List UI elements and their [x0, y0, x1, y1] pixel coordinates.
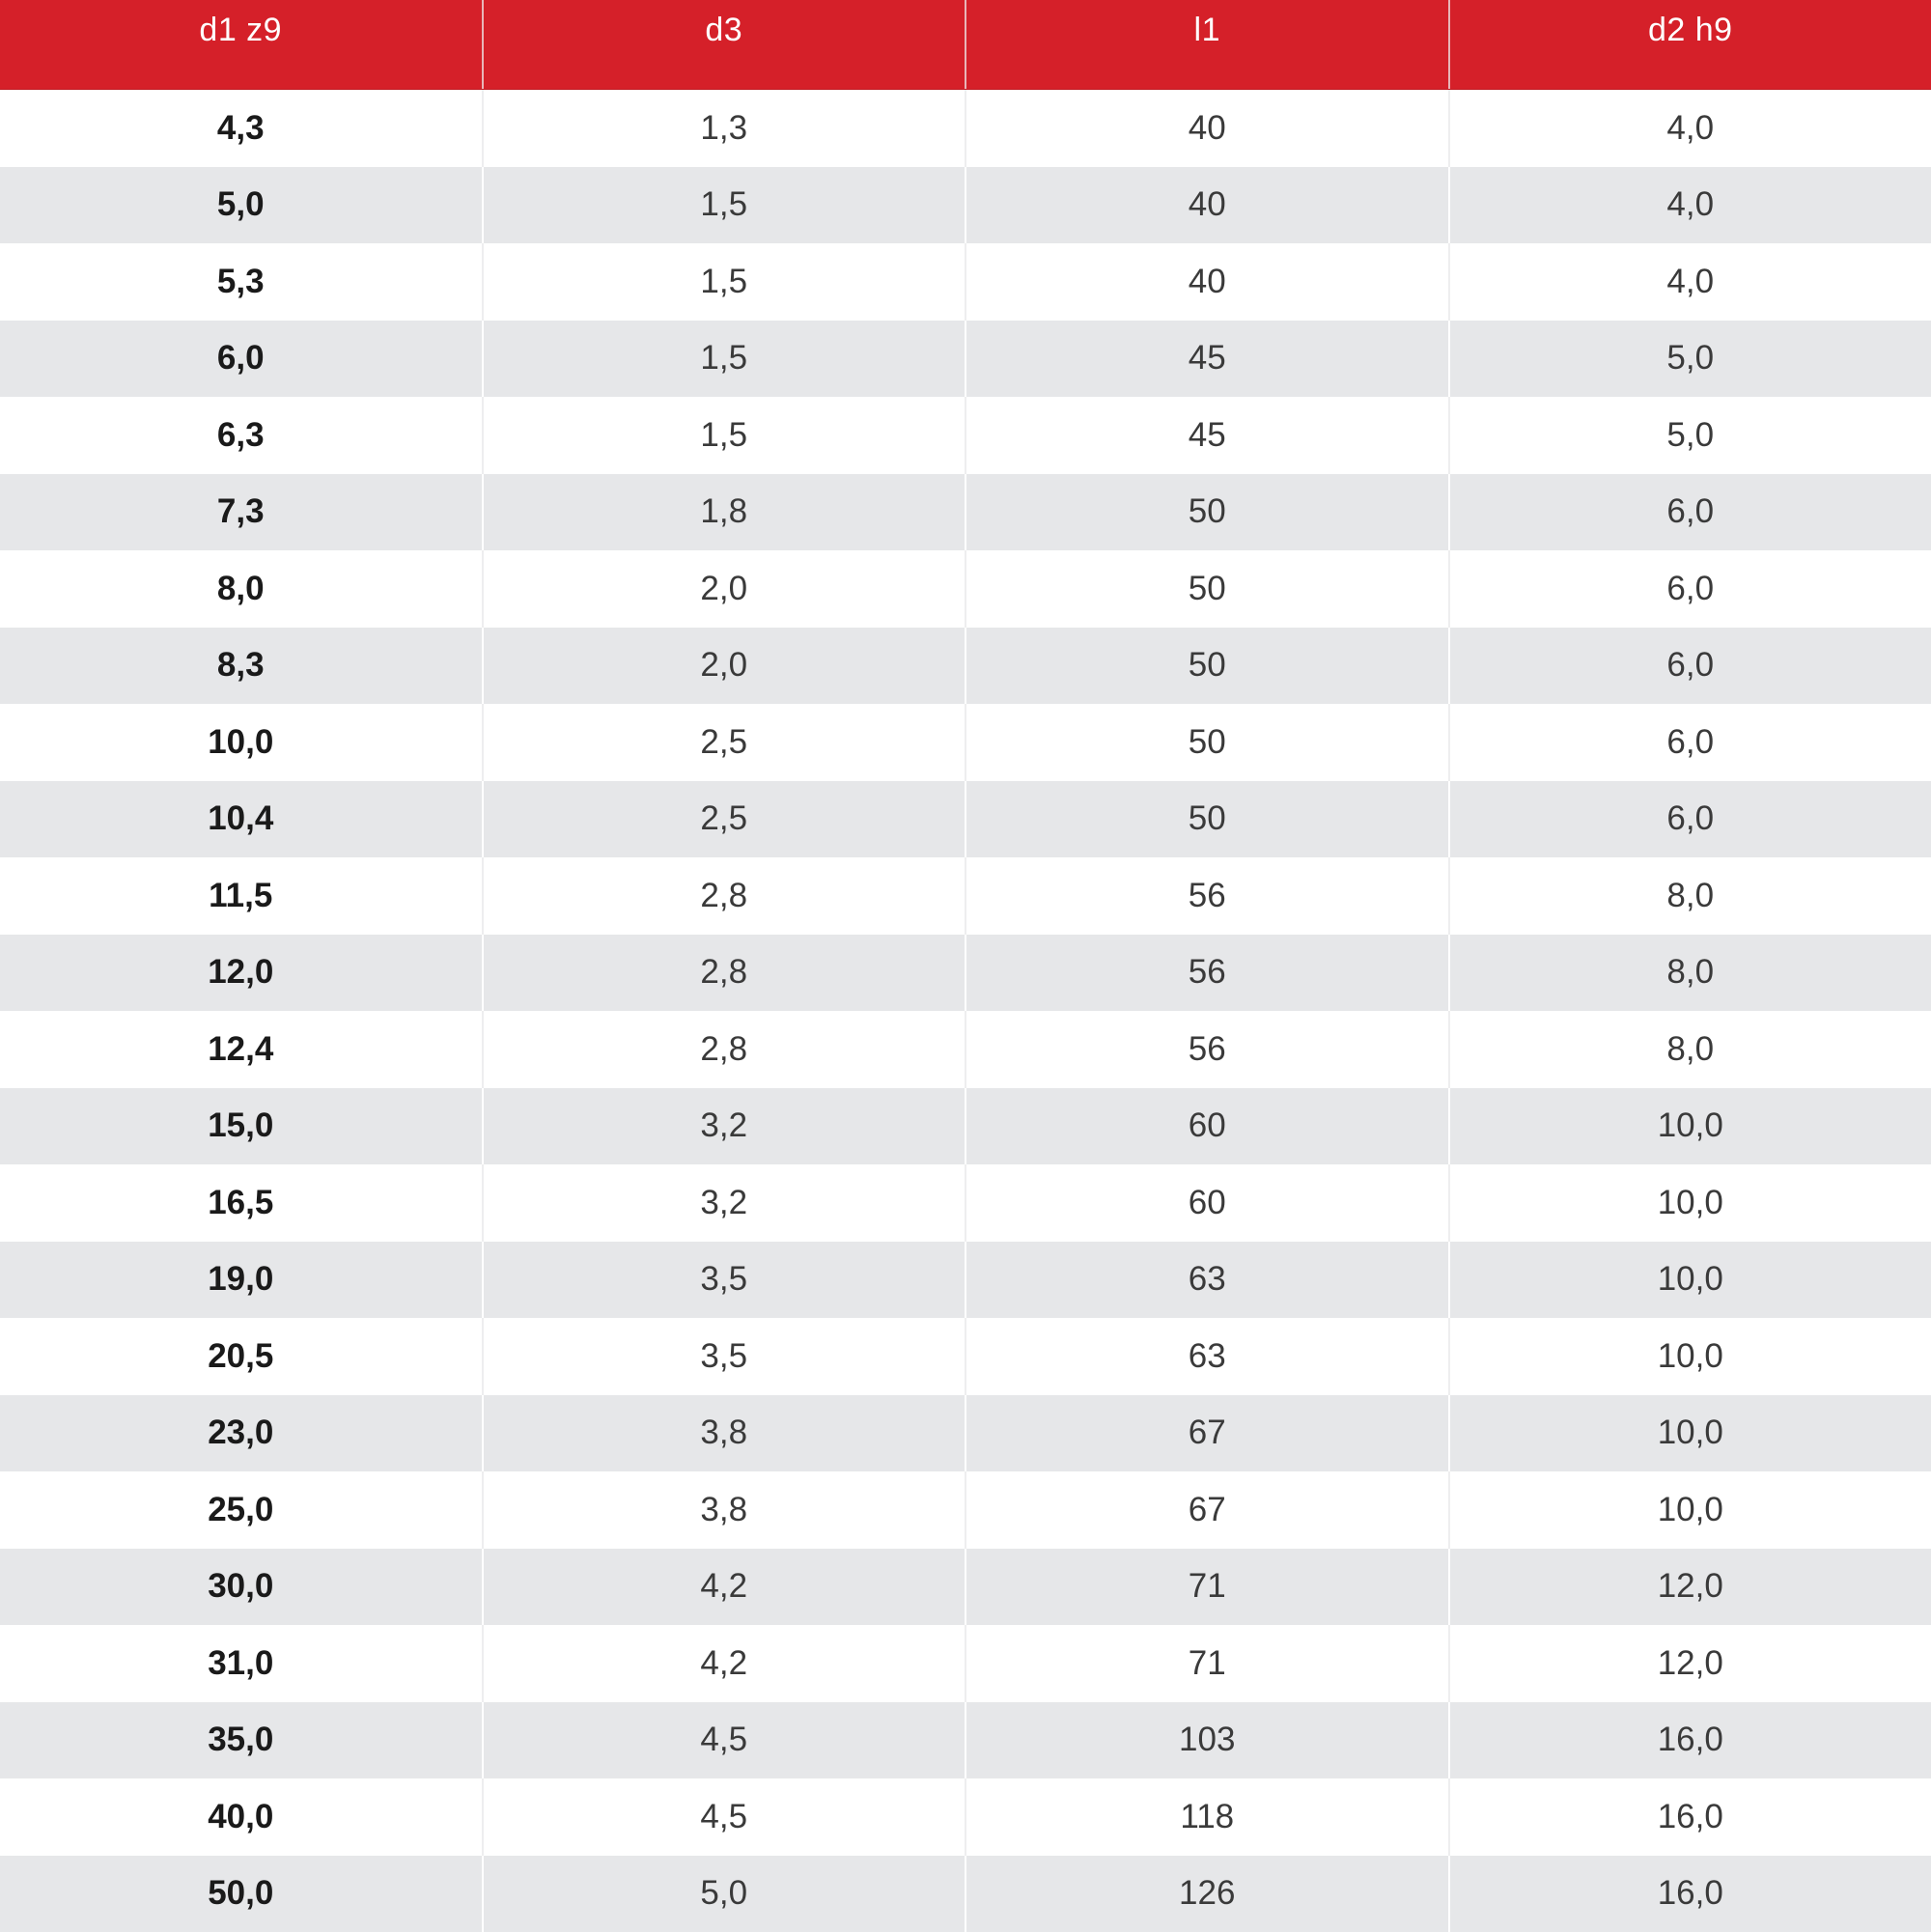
cell-d2-h9: 6,0: [1450, 781, 1931, 858]
table-header-row: [0, 0, 1931, 90]
cell-d3: 3,8: [484, 1471, 967, 1549]
table-row: [0, 397, 1931, 474]
cell-d2-h9: 4,0: [1450, 243, 1931, 321]
cell-d2-h9: 10,0: [1450, 1164, 1931, 1242]
table-row: [0, 1318, 1931, 1395]
cell-d3: 1,3: [484, 90, 967, 167]
cell-d1-z9: 4,3: [0, 90, 484, 167]
cell-l1: 60: [966, 1088, 1450, 1165]
table-row: [0, 90, 1931, 167]
cell-d1-z9: 11,5: [0, 857, 484, 935]
cell-d1-z9: 35,0: [0, 1702, 484, 1779]
cell-d2-h9: 4,0: [1450, 90, 1931, 167]
table-row: [0, 935, 1931, 1012]
table-row: [0, 550, 1931, 628]
cell-d1-z9: 16,5: [0, 1164, 484, 1242]
cell-d2-h9: 6,0: [1450, 474, 1931, 551]
cell-l1: 40: [966, 167, 1450, 244]
cell-l1: 50: [966, 704, 1450, 781]
cell-l1: 63: [966, 1242, 1450, 1319]
cell-d3: 3,5: [484, 1318, 967, 1395]
cell-l1: 118: [966, 1778, 1450, 1856]
table-row: [0, 1471, 1931, 1549]
cell-d2-h9: 10,0: [1450, 1242, 1931, 1319]
cell-d1-z9: 5,3: [0, 243, 484, 321]
cell-d3: 1,5: [484, 321, 967, 398]
cell-d1-z9: 7,3: [0, 474, 484, 551]
cell-d3: 2,8: [484, 857, 967, 935]
table-row: [0, 1856, 1931, 1932]
cell-d1-z9: 25,0: [0, 1471, 484, 1549]
header-d3: d3: [484, 0, 967, 89]
table-row: [0, 243, 1931, 321]
cell-d1-z9: 6,0: [0, 321, 484, 398]
cell-d3: 3,5: [484, 1242, 967, 1319]
cell-d1-z9: 40,0: [0, 1778, 484, 1856]
table-row: [0, 474, 1931, 551]
cell-d2-h9: 10,0: [1450, 1395, 1931, 1472]
cell-d3: 2,8: [484, 1011, 967, 1088]
cell-d2-h9: 16,0: [1450, 1778, 1931, 1856]
cell-d1-z9: 10,0: [0, 704, 484, 781]
cell-d1-z9: 31,0: [0, 1625, 484, 1702]
table-row: [0, 1625, 1931, 1702]
cell-d1-z9: 30,0: [0, 1549, 484, 1626]
cell-l1: 45: [966, 321, 1450, 398]
cell-l1: 45: [966, 397, 1450, 474]
cell-l1: 50: [966, 781, 1450, 858]
cell-l1: 56: [966, 1011, 1450, 1088]
cell-d3: 2,5: [484, 704, 967, 781]
cell-d3: 1,5: [484, 397, 967, 474]
table-row: [0, 321, 1931, 398]
cell-d2-h9: 6,0: [1450, 550, 1931, 628]
cell-d1-z9: 5,0: [0, 167, 484, 244]
cell-d3: 4,2: [484, 1625, 967, 1702]
cell-d2-h9: 4,0: [1450, 167, 1931, 244]
cell-d2-h9: 6,0: [1450, 704, 1931, 781]
cell-d1-z9: 20,5: [0, 1318, 484, 1395]
cell-d1-z9: 15,0: [0, 1088, 484, 1165]
cell-d2-h9: 12,0: [1450, 1625, 1931, 1702]
cell-l1: 71: [966, 1549, 1450, 1626]
header-d1-z9: d1 z9: [0, 0, 484, 89]
cell-d3: 1,5: [484, 167, 967, 244]
cell-l1: 56: [966, 857, 1450, 935]
table-row: [0, 628, 1931, 705]
cell-d2-h9: 16,0: [1450, 1702, 1931, 1779]
cell-d3: 4,2: [484, 1549, 967, 1626]
cell-l1: 50: [966, 550, 1450, 628]
cell-d3: 2,0: [484, 628, 967, 705]
cell-l1: 126: [966, 1856, 1450, 1932]
cell-l1: 60: [966, 1164, 1450, 1242]
cell-l1: 71: [966, 1625, 1450, 1702]
cell-d3: 2,0: [484, 550, 967, 628]
header-d2-h9: d2 h9: [1450, 0, 1931, 89]
cell-l1: 63: [966, 1318, 1450, 1395]
cell-d1-z9: 12,0: [0, 935, 484, 1012]
cell-d1-z9: 8,0: [0, 550, 484, 628]
cell-l1: 67: [966, 1471, 1450, 1549]
table-row: [0, 1088, 1931, 1165]
table-row: [0, 781, 1931, 858]
table-row: [0, 704, 1931, 781]
cell-d1-z9: 10,4: [0, 781, 484, 858]
cell-d2-h9: 8,0: [1450, 1011, 1931, 1088]
cell-d2-h9: 6,0: [1450, 628, 1931, 705]
table-row: [0, 1702, 1931, 1779]
cell-d1-z9: 50,0: [0, 1856, 484, 1932]
cell-d3: 4,5: [484, 1778, 967, 1856]
cell-d2-h9: 10,0: [1450, 1088, 1931, 1165]
cell-d1-z9: 6,3: [0, 397, 484, 474]
table-row: [0, 1242, 1931, 1319]
header-l1: l1: [966, 0, 1450, 89]
cell-l1: 56: [966, 935, 1450, 1012]
cell-d1-z9: 12,4: [0, 1011, 484, 1088]
cell-d3: 5,0: [484, 1856, 967, 1932]
cell-d3: 3,2: [484, 1164, 967, 1242]
cell-d2-h9: 12,0: [1450, 1549, 1931, 1626]
table-row: [0, 167, 1931, 244]
cell-d2-h9: 5,0: [1450, 397, 1931, 474]
cell-d1-z9: 8,3: [0, 628, 484, 705]
cell-l1: 40: [966, 90, 1450, 167]
cell-d3: 3,2: [484, 1088, 967, 1165]
cell-d3: 2,5: [484, 781, 967, 858]
cell-d2-h9: 8,0: [1450, 935, 1931, 1012]
cell-l1: 103: [966, 1702, 1450, 1779]
cell-l1: 50: [966, 474, 1450, 551]
cell-d3: 4,5: [484, 1702, 967, 1779]
cell-d2-h9: 8,0: [1450, 857, 1931, 935]
cell-d3: 3,8: [484, 1395, 967, 1472]
cell-d2-h9: 10,0: [1450, 1318, 1931, 1395]
cell-d2-h9: 16,0: [1450, 1856, 1931, 1932]
table-row: [0, 857, 1931, 935]
cell-d2-h9: 5,0: [1450, 321, 1931, 398]
table-row: [0, 1778, 1931, 1856]
cell-d2-h9: 10,0: [1450, 1471, 1931, 1549]
cell-d3: 2,8: [484, 935, 967, 1012]
cell-d1-z9: 23,0: [0, 1395, 484, 1472]
table-row: [0, 1011, 1931, 1088]
cell-l1: 50: [966, 628, 1450, 705]
cell-d1-z9: 19,0: [0, 1242, 484, 1319]
table-body: [0, 90, 1931, 1932]
table-row: [0, 1549, 1931, 1626]
cell-d3: 1,8: [484, 474, 967, 551]
table-row: [0, 1395, 1931, 1472]
cell-l1: 67: [966, 1395, 1450, 1472]
table-row: [0, 1164, 1931, 1242]
cell-l1: 40: [966, 243, 1450, 321]
cell-d3: 1,5: [484, 243, 967, 321]
